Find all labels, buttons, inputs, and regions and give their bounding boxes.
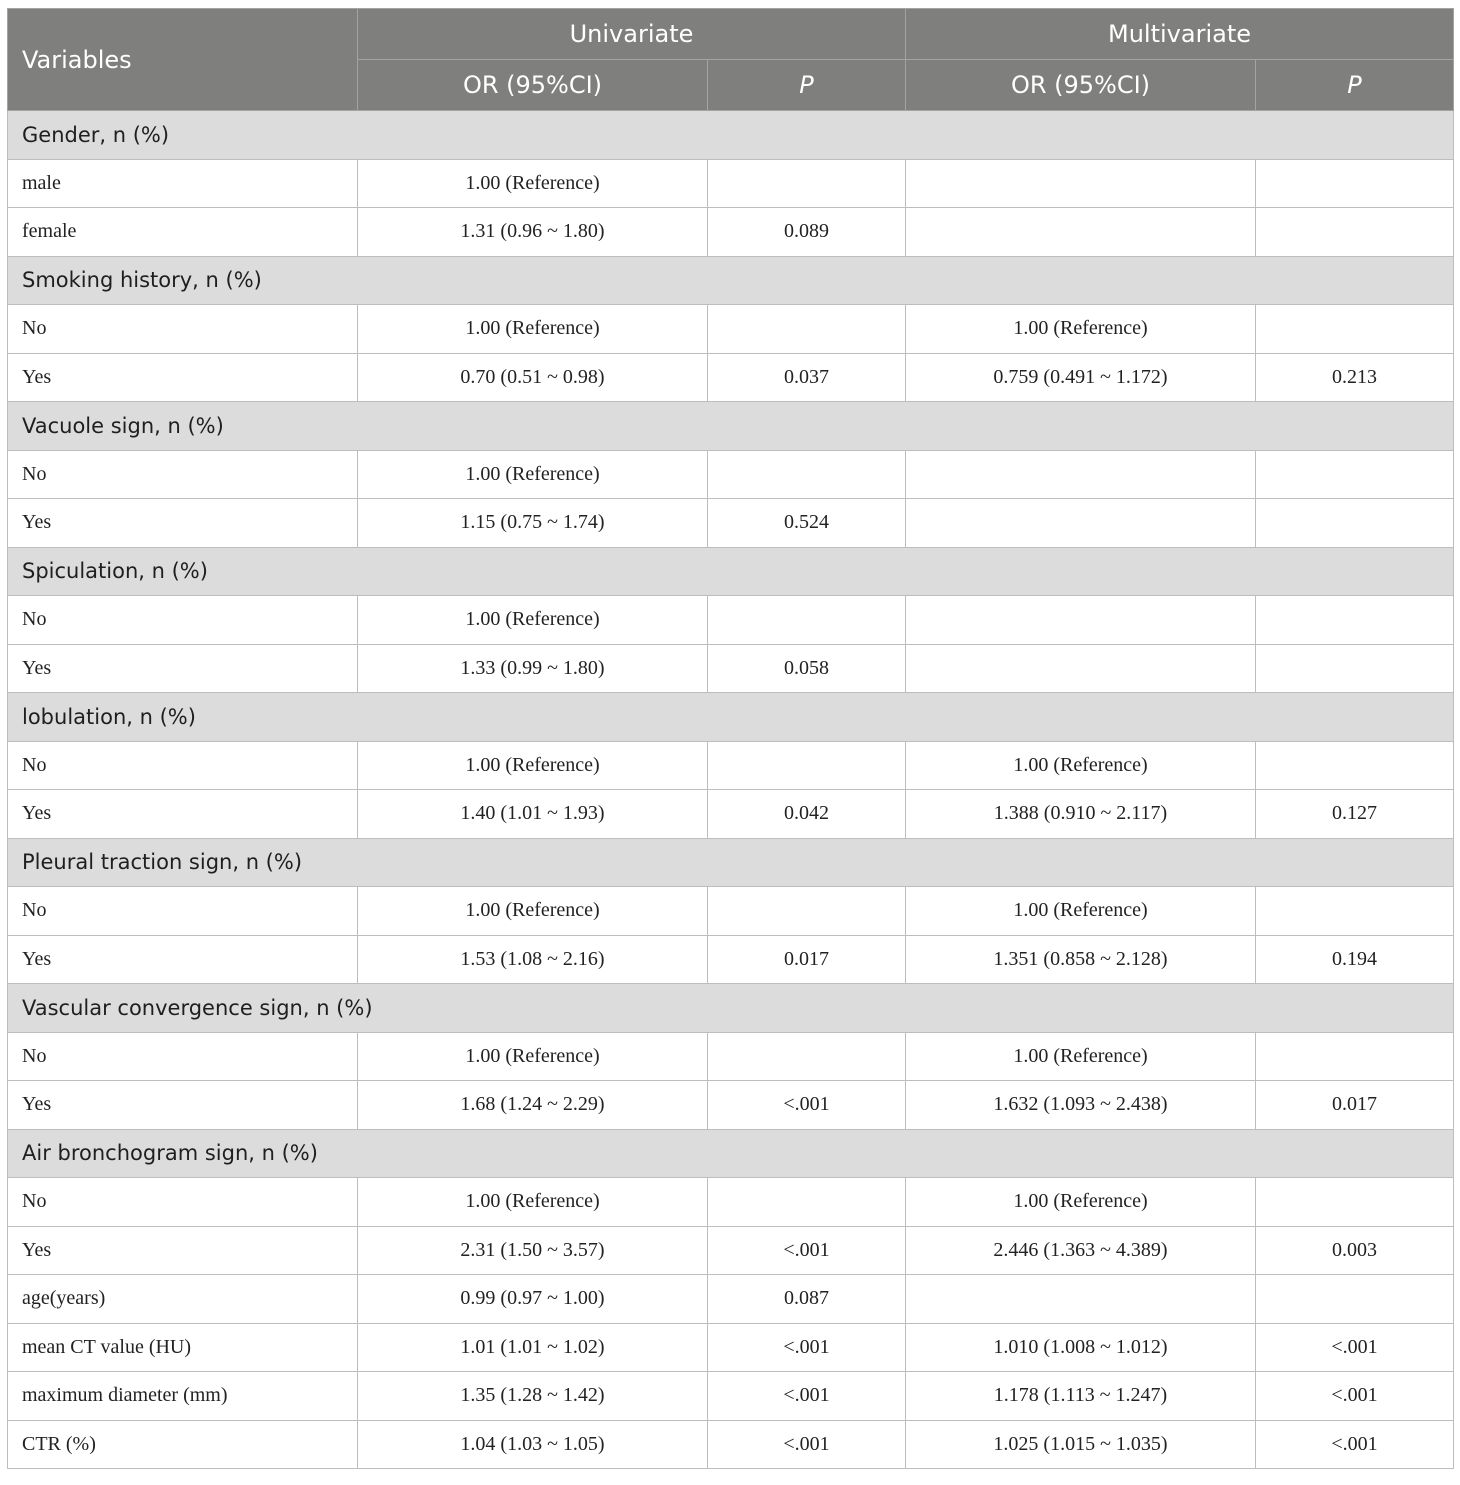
univariate-or-cell: 1.31 (0.96 ~ 1.80)	[358, 208, 708, 257]
multivariate-p-cell	[1256, 887, 1454, 936]
univariate-or-cell: 1.15 (0.75 ~ 1.74)	[358, 499, 708, 548]
univariate-or-cell: 0.99 (0.97 ~ 1.00)	[358, 1275, 708, 1324]
variable-cell: female	[8, 208, 358, 257]
multivariate-or-cell: 1.388 (0.910 ~ 2.117)	[906, 790, 1256, 839]
univariate-p-cell: <.001	[708, 1420, 906, 1469]
group-label: Vascular convergence sign, n (%)	[8, 984, 1454, 1033]
multivariate-or-cell: 1.00 (Reference)	[906, 887, 1256, 936]
variable-cell: Yes	[8, 644, 358, 693]
group-label: Spiculation, n (%)	[8, 547, 1454, 596]
variable-cell: Yes	[8, 1226, 358, 1275]
multivariate-or-cell	[906, 1275, 1256, 1324]
multivariate-p-cell	[1256, 1032, 1454, 1081]
table-row	[8, 1178, 1454, 1227]
univariate-or-cell: 1.00 (Reference)	[358, 159, 708, 208]
multivariate-or-cell: 1.025 (1.015 ~ 1.035)	[906, 1420, 1256, 1469]
group-row	[8, 838, 1454, 887]
multivariate-p-cell	[1256, 499, 1454, 548]
table-row	[8, 499, 1454, 548]
table-body	[8, 111, 1454, 1469]
univariate-p-cell: <.001	[708, 1372, 906, 1421]
multivariate-or-cell: 1.00 (Reference)	[906, 741, 1256, 790]
univariate-or-cell: 1.01 (1.01 ~ 1.02)	[358, 1323, 708, 1372]
multivariate-or-cell: 2.446 (1.363 ~ 4.389)	[906, 1226, 1256, 1275]
univariate-or-cell: 1.00 (Reference)	[358, 1178, 708, 1227]
group-row	[8, 402, 1454, 451]
multivariate-p-cell	[1256, 159, 1454, 208]
group-label: Pleural traction sign, n (%)	[8, 838, 1454, 887]
table-row	[8, 1420, 1454, 1469]
univariate-or-cell: 1.68 (1.24 ~ 2.29)	[358, 1081, 708, 1130]
variable-cell: mean CT value (HU)	[8, 1323, 358, 1372]
univariate-or-cell: 1.35 (1.28 ~ 1.42)	[358, 1372, 708, 1421]
univariate-p-cell: <.001	[708, 1323, 906, 1372]
table-row	[8, 1032, 1454, 1081]
variable-cell: No	[8, 1178, 358, 1227]
table-row	[8, 644, 1454, 693]
multivariate-p-cell	[1256, 208, 1454, 257]
univariate-or-cell: 1.04 (1.03 ~ 1.05)	[358, 1420, 708, 1469]
table-row	[8, 450, 1454, 499]
table-row	[8, 887, 1454, 936]
variable-cell: Yes	[8, 935, 358, 984]
univariate-p-cell: <.001	[708, 1081, 906, 1130]
univariate-p-cell: 0.017	[708, 935, 906, 984]
univariate-p-cell	[708, 159, 906, 208]
univariate-p-cell: 0.089	[708, 208, 906, 257]
univariate-p-cell: <.001	[708, 1226, 906, 1275]
multivariate-or-cell: 1.00 (Reference)	[906, 305, 1256, 354]
univariate-p-cell: 0.058	[708, 644, 906, 693]
table-row	[8, 790, 1454, 839]
variable-cell: Yes	[8, 1081, 358, 1130]
group-row	[8, 1129, 1454, 1178]
table-row	[8, 305, 1454, 354]
multivariate-or-cell: 1.632 (1.093 ~ 2.438)	[906, 1081, 1256, 1130]
multivariate-p-cell: 0.003	[1256, 1226, 1454, 1275]
multivariate-p-cell	[1256, 450, 1454, 499]
table-row	[8, 1226, 1454, 1275]
table-row	[8, 353, 1454, 402]
group-row	[8, 984, 1454, 1033]
univariate-p-cell: 0.087	[708, 1275, 906, 1324]
variable-cell: Yes	[8, 790, 358, 839]
group-row	[8, 693, 1454, 742]
table-row	[8, 1275, 1454, 1324]
univariate-header: Univariate	[358, 9, 906, 60]
table-row	[8, 741, 1454, 790]
table-row	[8, 596, 1454, 645]
univariate-or-cell: 1.00 (Reference)	[358, 305, 708, 354]
univariate-or-cell: 1.00 (Reference)	[358, 596, 708, 645]
univariate-p-cell	[708, 450, 906, 499]
table-row	[8, 935, 1454, 984]
univariate-or-cell: 1.00 (Reference)	[358, 450, 708, 499]
multivariate-or-cell	[906, 208, 1256, 257]
multivariate-or-cell	[906, 159, 1256, 208]
group-row	[8, 111, 1454, 160]
variable-cell: maximum diameter (mm)	[8, 1372, 358, 1421]
variable-cell: age(years)	[8, 1275, 358, 1324]
multivariate-p-cell	[1256, 305, 1454, 354]
multivariate-or-cell	[906, 450, 1256, 499]
univariate-p-cell: 0.042	[708, 790, 906, 839]
table-row	[8, 1372, 1454, 1421]
multivariate-p-cell: 0.213	[1256, 353, 1454, 402]
univariate-or-header: OR (95%CI)	[358, 60, 708, 111]
variable-cell: Yes	[8, 353, 358, 402]
group-label: lobulation, n (%)	[8, 693, 1454, 742]
group-label: Smoking history, n (%)	[8, 256, 1454, 305]
variable-cell: No	[8, 887, 358, 936]
univariate-or-cell: 1.33 (0.99 ~ 1.80)	[358, 644, 708, 693]
univariate-p-cell	[708, 1032, 906, 1081]
multivariate-or-cell	[906, 499, 1256, 548]
univariate-or-cell: 1.00 (Reference)	[358, 1032, 708, 1081]
multivariate-or-cell: 1.010 (1.008 ~ 1.012)	[906, 1323, 1256, 1372]
univariate-or-cell: 1.00 (Reference)	[358, 887, 708, 936]
variable-cell: No	[8, 741, 358, 790]
univariate-p-header: P	[708, 60, 906, 111]
group-label: Air bronchogram sign, n (%)	[8, 1129, 1454, 1178]
table-row	[8, 208, 1454, 257]
table-header	[8, 9, 1454, 111]
variable-cell: No	[8, 596, 358, 645]
univariate-or-cell: 1.40 (1.01 ~ 1.93)	[358, 790, 708, 839]
univariate-p-cell: 0.524	[708, 499, 906, 548]
multivariate-p-cell: <.001	[1256, 1372, 1454, 1421]
multivariate-p-cell: <.001	[1256, 1323, 1454, 1372]
multivariate-or-cell	[906, 644, 1256, 693]
univariate-p-cell	[708, 305, 906, 354]
univariate-p-cell	[708, 1178, 906, 1227]
variable-cell: No	[8, 305, 358, 354]
multivariate-or-cell: 0.759 (0.491 ~ 1.172)	[906, 353, 1256, 402]
multivariate-p-cell	[1256, 741, 1454, 790]
multivariate-p-cell	[1256, 644, 1454, 693]
variable-cell: CTR (%)	[8, 1420, 358, 1469]
multivariate-or-cell: 1.351 (0.858 ~ 2.128)	[906, 935, 1256, 984]
univariate-p-cell: 0.037	[708, 353, 906, 402]
multivariate-p-cell	[1256, 1178, 1454, 1227]
univariate-p-cell	[708, 596, 906, 645]
header-row-top	[8, 9, 1454, 60]
multivariate-p-cell: <.001	[1256, 1420, 1454, 1469]
group-label: Gender, n (%)	[8, 111, 1454, 160]
table-row	[8, 1323, 1454, 1372]
variable-cell: Yes	[8, 499, 358, 548]
variable-cell: No	[8, 450, 358, 499]
multivariate-or-header: OR (95%CI)	[906, 60, 1256, 111]
univariate-p-cell	[708, 741, 906, 790]
table-row	[8, 1081, 1454, 1130]
variable-cell: male	[8, 159, 358, 208]
multivariate-header: Multivariate	[906, 9, 1454, 60]
variables-header: Variables	[8, 9, 358, 111]
univariate-or-cell: 0.70 (0.51 ~ 0.98)	[358, 353, 708, 402]
multivariate-p-cell	[1256, 596, 1454, 645]
univariate-or-cell: 1.00 (Reference)	[358, 741, 708, 790]
regression-table	[7, 8, 1454, 1469]
multivariate-p-header: P	[1256, 60, 1454, 111]
multivariate-or-cell: 1.178 (1.113 ~ 1.247)	[906, 1372, 1256, 1421]
group-label: Vacuole sign, n (%)	[8, 402, 1454, 451]
table-row	[8, 159, 1454, 208]
group-row	[8, 547, 1454, 596]
multivariate-or-cell: 1.00 (Reference)	[906, 1032, 1256, 1081]
multivariate-p-cell: 0.194	[1256, 935, 1454, 984]
multivariate-p-cell	[1256, 1275, 1454, 1324]
group-row	[8, 256, 1454, 305]
multivariate-p-cell: 0.017	[1256, 1081, 1454, 1130]
univariate-or-cell: 1.53 (1.08 ~ 2.16)	[358, 935, 708, 984]
univariate-or-cell: 2.31 (1.50 ~ 3.57)	[358, 1226, 708, 1275]
multivariate-or-cell	[906, 596, 1256, 645]
multivariate-p-cell: 0.127	[1256, 790, 1454, 839]
variable-cell: No	[8, 1032, 358, 1081]
univariate-p-cell	[708, 887, 906, 936]
multivariate-or-cell: 1.00 (Reference)	[906, 1178, 1256, 1227]
